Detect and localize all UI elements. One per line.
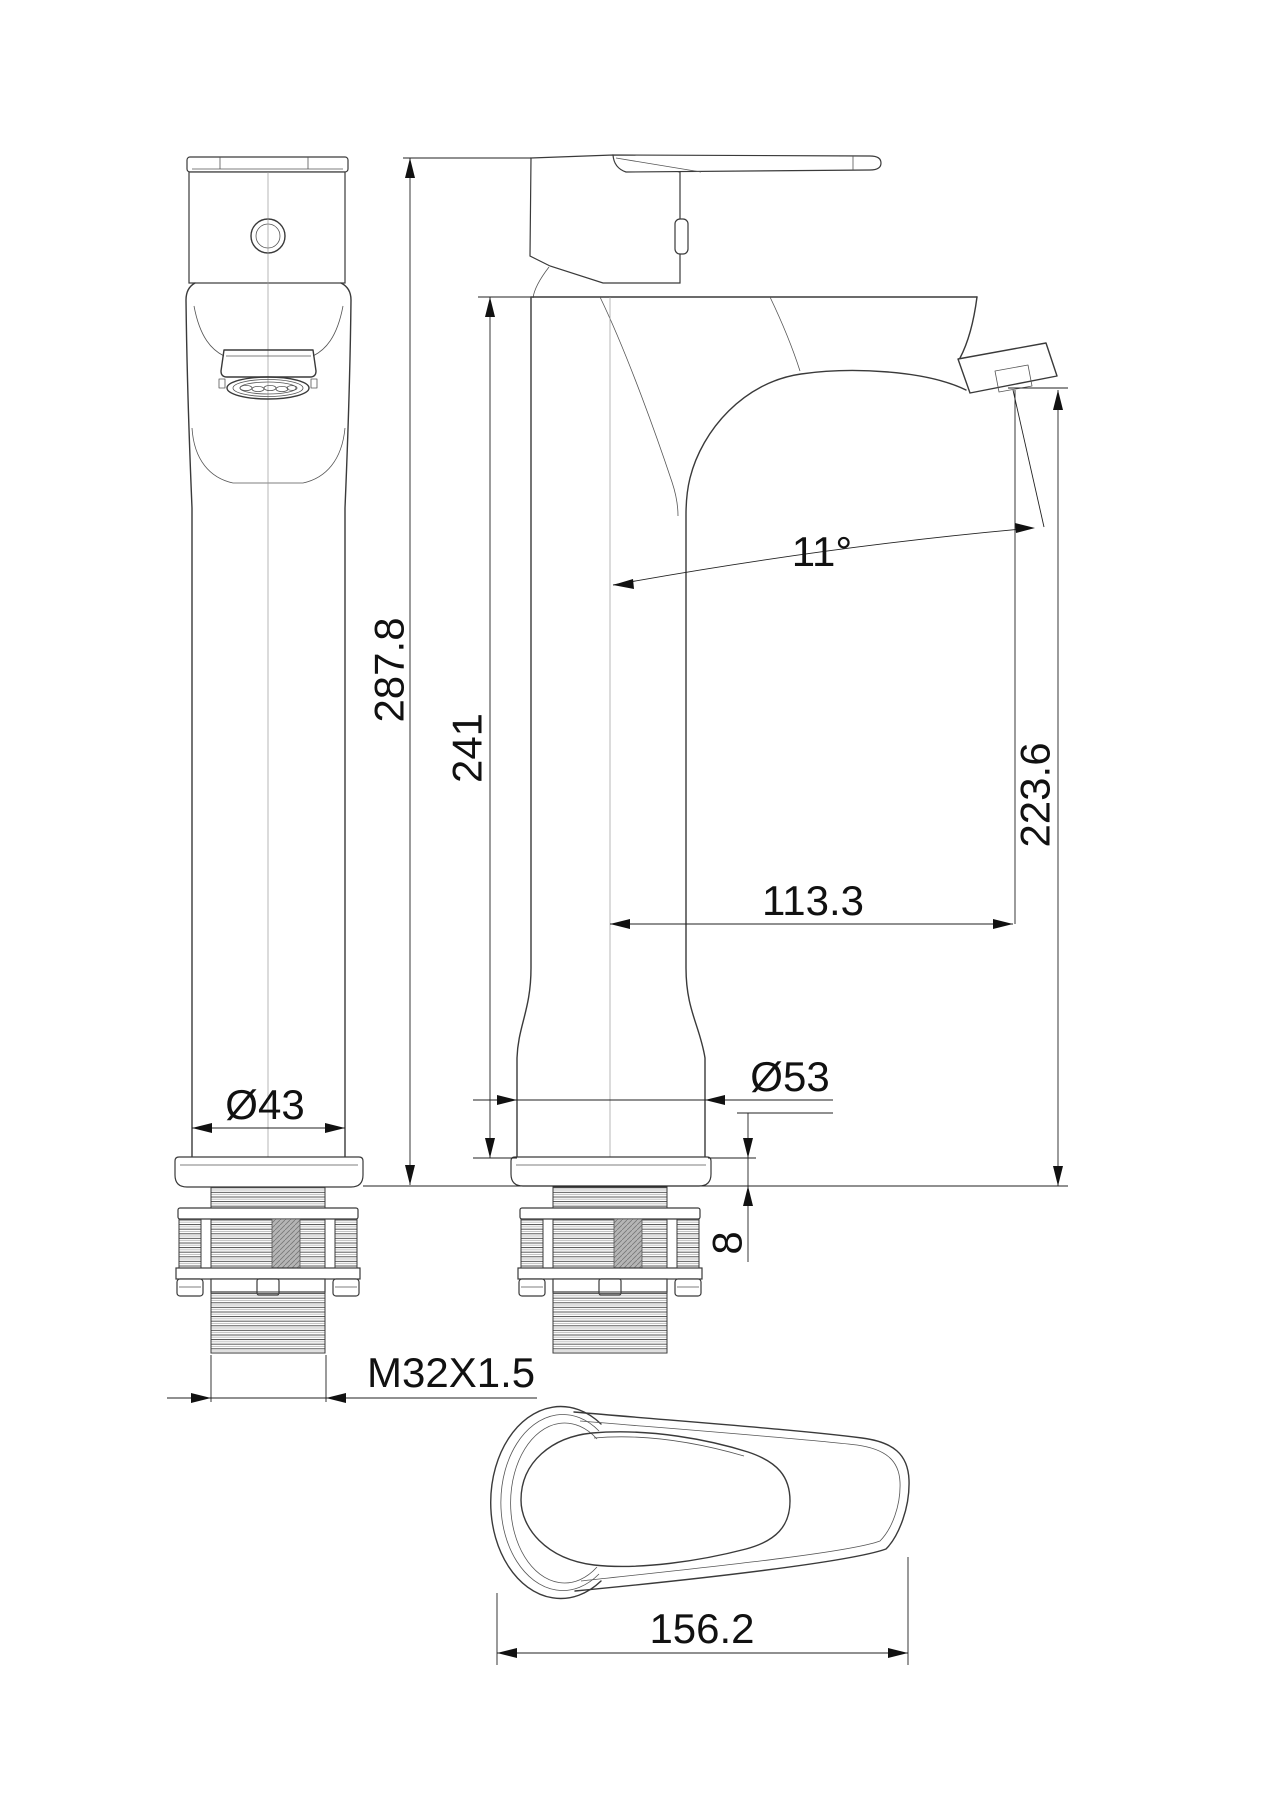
dim-body-height xyxy=(444,297,496,1158)
front-view-thread-assembly xyxy=(176,1187,360,1353)
dim-spout-outlet-height-label: 223.6 xyxy=(1011,742,1059,848)
dim-spout-reach xyxy=(610,877,1013,929)
front-view-base-flange xyxy=(175,1157,363,1187)
dim-total-height-label: 287.8 xyxy=(365,617,413,723)
side-view-thread-assembly xyxy=(518,1187,702,1353)
dim-front-diameter xyxy=(192,1081,345,1133)
front-view xyxy=(175,157,363,1353)
dim-handle-length-label: 156.2 xyxy=(649,1605,755,1652)
dimension-annotations xyxy=(167,158,1068,1665)
dim-thread-spec xyxy=(167,1349,537,1403)
dim-body-height-label: 241 xyxy=(443,712,491,784)
handle-button xyxy=(675,219,688,254)
front-view-body-outline xyxy=(186,172,351,1157)
front-view-handle xyxy=(187,157,348,283)
dim-spout-angle-label: 11° xyxy=(791,528,853,575)
dim-spout-reach-label: 113.3 xyxy=(762,877,864,924)
side-view-handle xyxy=(530,155,881,298)
dim-flange-thickness xyxy=(704,1113,754,1262)
dim-flange-thickness-label: 8 xyxy=(703,1231,751,1255)
dim-thread-spec-label: M32X1.5 xyxy=(367,1349,536,1396)
handle-top-view xyxy=(491,1407,909,1599)
dim-total-height xyxy=(366,158,416,1185)
side-view xyxy=(511,155,1057,1353)
dim-front-diameter-label: Ø43 xyxy=(225,1081,305,1128)
dim-handle-length xyxy=(497,1605,908,1658)
dim-spout-angle xyxy=(613,523,1035,589)
dim-side-diameter-label: Ø53 xyxy=(750,1053,830,1100)
spout-nozzle xyxy=(958,343,1057,393)
side-view-base-flange xyxy=(511,1157,711,1186)
dim-spout-outlet-height xyxy=(1012,390,1064,1186)
dim-side-diameter xyxy=(473,1053,833,1105)
side-view-body-spout-outline xyxy=(517,297,1057,1157)
